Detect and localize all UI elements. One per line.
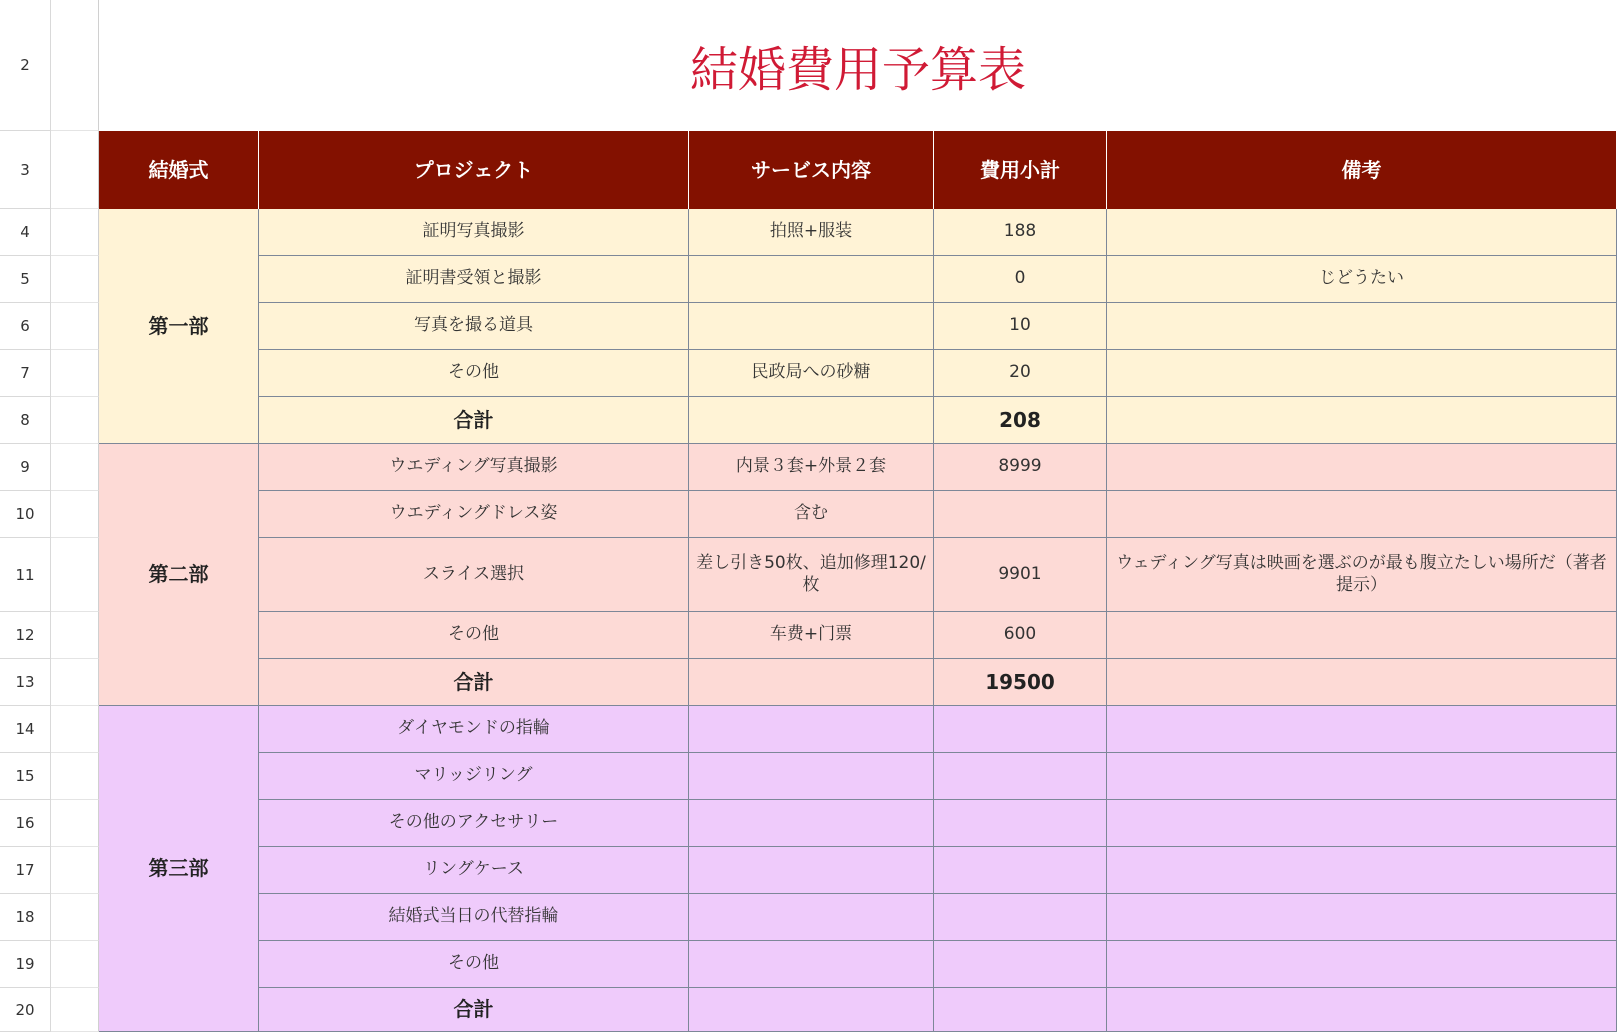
service-cell[interactable] xyxy=(689,706,934,753)
total-cost-cell[interactable]: 208 xyxy=(934,397,1107,444)
column-b-cell[interactable] xyxy=(51,612,99,659)
total-cost-cell[interactable]: 19500 xyxy=(934,659,1107,706)
column-b-cell[interactable] xyxy=(51,256,99,303)
row-number[interactable]: 6 xyxy=(0,303,51,350)
column-b-cell[interactable] xyxy=(51,800,99,847)
column-b-cell[interactable] xyxy=(51,209,99,256)
project-cell[interactable]: リングケース xyxy=(259,847,689,894)
header-note[interactable]: 備考 xyxy=(1107,131,1617,209)
note-cell[interactable]: じどうたい xyxy=(1107,256,1617,303)
note-cell[interactable] xyxy=(1107,847,1617,894)
column-b-cell[interactable] xyxy=(51,706,99,753)
project-cell[interactable]: ダイヤモンドの指輪 xyxy=(259,706,689,753)
total-label-cell[interactable]: 合計 xyxy=(259,659,689,706)
cost-cell[interactable]: 10 xyxy=(934,303,1107,350)
cost-cell[interactable] xyxy=(934,800,1107,847)
column-b-cell[interactable] xyxy=(51,941,99,988)
note-cell[interactable] xyxy=(1107,397,1617,444)
note-cell[interactable] xyxy=(1107,612,1617,659)
cost-cell[interactable] xyxy=(934,941,1107,988)
note-cell[interactable] xyxy=(1107,941,1617,988)
row-number[interactable]: 12 xyxy=(0,612,51,659)
service-cell[interactable]: 民政局への砂糖 xyxy=(689,350,934,397)
service-cell[interactable] xyxy=(689,800,934,847)
note-cell[interactable] xyxy=(1107,491,1617,538)
service-cell[interactable]: 拍照+服装 xyxy=(689,209,934,256)
sheet-title[interactable]: 結婚費用予算表 xyxy=(689,42,1026,98)
note-cell[interactable] xyxy=(1107,303,1617,350)
note-cell[interactable] xyxy=(1107,706,1617,753)
section-cell-2[interactable]: 第二部 xyxy=(99,444,259,706)
project-cell[interactable]: 証明写真撮影 xyxy=(259,209,689,256)
cost-cell[interactable] xyxy=(934,491,1107,538)
note-cell[interactable] xyxy=(1107,894,1617,941)
column-b-cell[interactable] xyxy=(51,131,99,209)
row-number[interactable]: 7 xyxy=(0,350,51,397)
note-cell[interactable] xyxy=(1107,209,1617,256)
row-number[interactable]: 20 xyxy=(0,988,51,1032)
note-cell[interactable] xyxy=(1107,444,1617,491)
service-cell[interactable] xyxy=(689,847,934,894)
note-cell[interactable] xyxy=(1107,659,1617,706)
row-number[interactable]: 19 xyxy=(0,941,51,988)
service-cell[interactable] xyxy=(689,303,934,350)
cost-cell[interactable]: 188 xyxy=(934,209,1107,256)
cost-cell[interactable]: 8999 xyxy=(934,444,1107,491)
header-project[interactable]: プロジェクト xyxy=(259,131,689,209)
project-cell[interactable]: その他 xyxy=(259,612,689,659)
cost-cell[interactable]: 20 xyxy=(934,350,1107,397)
project-cell[interactable]: その他 xyxy=(259,941,689,988)
cost-cell[interactable] xyxy=(934,847,1107,894)
service-cell[interactable] xyxy=(689,941,934,988)
row-number[interactable]: 9 xyxy=(0,444,51,491)
service-cell[interactable]: 内景３套+外景２套 xyxy=(689,444,934,491)
cost-cell[interactable] xyxy=(934,706,1107,753)
column-b-cell[interactable] xyxy=(51,491,99,538)
project-cell[interactable]: その他のアクセサリー xyxy=(259,800,689,847)
service-cell[interactable] xyxy=(689,397,934,444)
cost-cell[interactable]: 0 xyxy=(934,256,1107,303)
service-cell[interactable] xyxy=(689,659,934,706)
header-service[interactable]: サービス内容 xyxy=(689,131,934,209)
row-number[interactable]: 2 xyxy=(0,0,51,131)
row-number[interactable]: 10 xyxy=(0,491,51,538)
column-b-cell[interactable] xyxy=(51,444,99,491)
total-cost-cell[interactable] xyxy=(934,988,1107,1032)
header-section[interactable]: 結婚式 xyxy=(99,131,259,209)
project-cell[interactable]: ウエディングドレス姿 xyxy=(259,491,689,538)
project-cell[interactable]: ウエディング写真撮影 xyxy=(259,444,689,491)
project-cell[interactable]: その他 xyxy=(259,350,689,397)
total-label-cell[interactable]: 合計 xyxy=(259,988,689,1032)
service-cell[interactable] xyxy=(689,894,934,941)
column-b-cell[interactable] xyxy=(51,988,99,1032)
column-b-cell[interactable] xyxy=(51,397,99,444)
column-b-cell[interactable] xyxy=(51,303,99,350)
service-cell[interactable] xyxy=(689,256,934,303)
row-number[interactable]: 11 xyxy=(0,538,51,612)
column-b-cell[interactable] xyxy=(51,659,99,706)
column-b-cell[interactable] xyxy=(51,753,99,800)
note-cell[interactable] xyxy=(1107,800,1617,847)
note-cell[interactable] xyxy=(1107,350,1617,397)
row-number[interactable]: 17 xyxy=(0,847,51,894)
note-cell[interactable] xyxy=(1107,988,1617,1032)
note-cell[interactable] xyxy=(1107,753,1617,800)
service-cell[interactable] xyxy=(689,753,934,800)
row-number[interactable]: 13 xyxy=(0,659,51,706)
row-number[interactable]: 15 xyxy=(0,753,51,800)
row-number[interactable]: 18 xyxy=(0,894,51,941)
row-number[interactable]: 14 xyxy=(0,706,51,753)
column-b-cell[interactable] xyxy=(51,894,99,941)
service-cell[interactable]: 差し引き50枚、追加修理120/枚 xyxy=(689,538,934,612)
project-cell[interactable]: 結婚式当日の代替指輪 xyxy=(259,894,689,941)
row-number[interactable]: 16 xyxy=(0,800,51,847)
row-number[interactable]: 3 xyxy=(0,131,51,209)
section-cell-1[interactable]: 第一部 xyxy=(99,209,259,444)
header-cost[interactable]: 費用小計 xyxy=(934,131,1107,209)
service-cell[interactable]: 车费+门票 xyxy=(689,612,934,659)
row-number[interactable]: 5 xyxy=(0,256,51,303)
cost-cell[interactable]: 9901 xyxy=(934,538,1107,612)
note-cell[interactable]: ウェディング写真は映画を選ぶのが最も腹立たしい場所だ（著者提示） xyxy=(1107,538,1617,612)
project-cell[interactable]: スライス選択 xyxy=(259,538,689,612)
cost-cell[interactable] xyxy=(934,753,1107,800)
row-number[interactable]: 8 xyxy=(0,397,51,444)
column-b-cell[interactable] xyxy=(51,847,99,894)
project-cell[interactable]: マリッジリング xyxy=(259,753,689,800)
service-cell[interactable] xyxy=(689,988,934,1032)
cost-cell[interactable]: 600 xyxy=(934,612,1107,659)
column-b-cell[interactable] xyxy=(51,0,99,131)
project-cell[interactable]: 証明書受領と撮影 xyxy=(259,256,689,303)
row-number[interactable]: 4 xyxy=(0,209,51,256)
project-cell[interactable]: 写真を撮る道具 xyxy=(259,303,689,350)
total-label-cell[interactable]: 合計 xyxy=(259,397,689,444)
column-b-cell[interactable] xyxy=(51,350,99,397)
service-cell[interactable]: 含む xyxy=(689,491,934,538)
cost-cell[interactable] xyxy=(934,894,1107,941)
column-b-cell[interactable] xyxy=(51,538,99,612)
section-cell-3[interactable]: 第三部 xyxy=(99,706,259,1032)
